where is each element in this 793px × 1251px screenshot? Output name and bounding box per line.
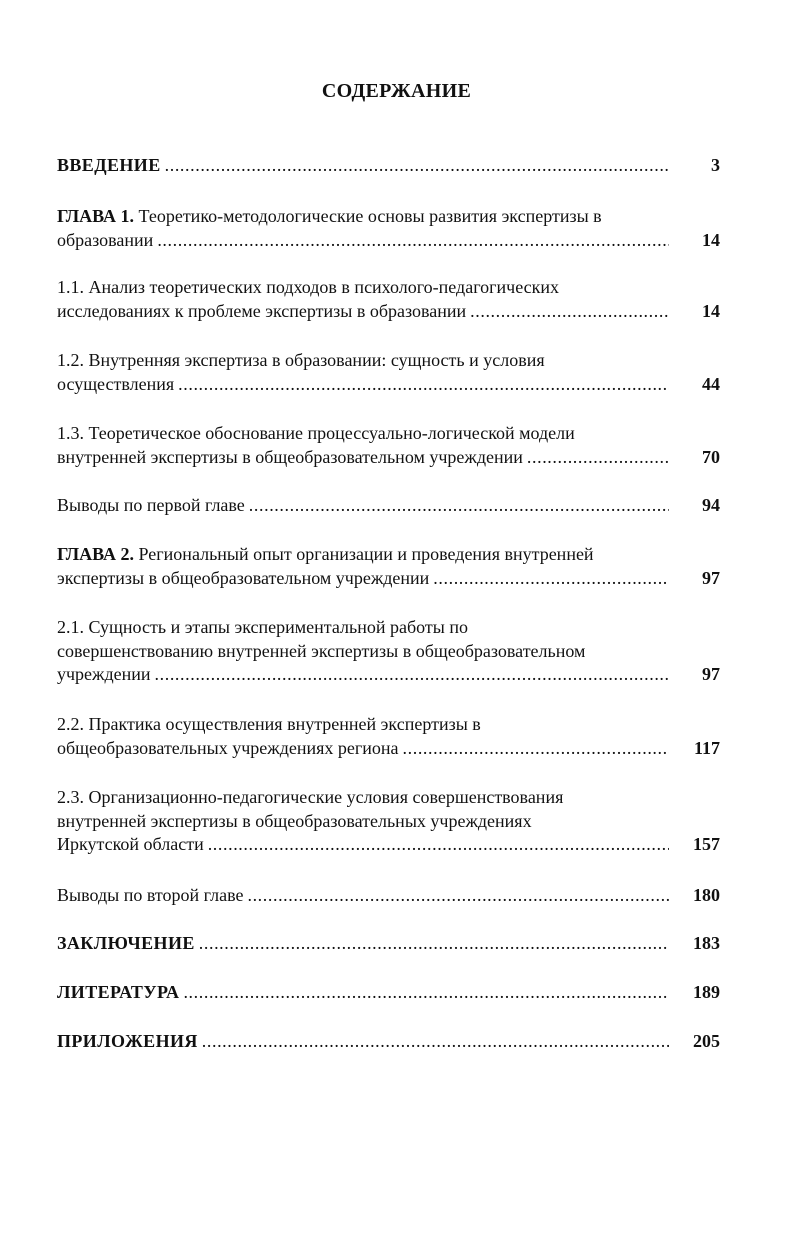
toc-page-number: 14 — [702, 229, 720, 250]
dot-leader — [202, 1030, 669, 1054]
toc-entry-title: ВВЕДЕНИЕ — [57, 155, 161, 175]
toc-page-number: 189 — [693, 982, 720, 1002]
toc-entry-line: 1.1. Анализ теоретических подходов в психолого-педагогических — [57, 277, 560, 297]
toc-entry-line: совершенствованию внутренней экспертизы в общеобразовательном — [57, 640, 586, 661]
toc-page-number: 117 — [693, 737, 720, 758]
toc-entry-line: ГЛАВА 1. Теоретико-методологические основы развития экспертизы в — [57, 206, 602, 226]
toc-entry-section-2-2[interactable] — [57, 713, 720, 760]
toc-entry-line: 2.2. Практика осуществления внутренней экспертизы в — [57, 714, 481, 734]
toc-entry-introduction[interactable] — [57, 154, 720, 178]
toc-entry-title: образовании — [57, 229, 154, 250]
toc-page-number: 157 — [693, 834, 720, 854]
toc-entry-section-1-1[interactable] — [57, 276, 720, 323]
toc-page-number: 44 — [702, 373, 720, 394]
toc-entry-line: 2.1. Сущность и этапы экспериментальной работы по — [57, 617, 468, 637]
dot-leader — [247, 884, 669, 908]
dot-leader — [249, 494, 669, 518]
toc-entry-line: 2.3. Организационно-педагогические условия совершенствования — [57, 787, 564, 807]
toc-entry-section-2-1[interactable] — [57, 616, 720, 687]
dot-leader — [403, 737, 669, 761]
toc-entry-title: Выводы по второй главе — [57, 885, 244, 905]
toc-entry-title: Выводы по первой главе — [57, 495, 245, 515]
toc-entry-appendices[interactable] — [57, 1030, 720, 1054]
toc-entry-section-2-3[interactable] — [57, 786, 720, 857]
toc-entry-literature[interactable] — [57, 981, 720, 1005]
dot-leader — [165, 154, 669, 178]
toc-entry-section-1-2[interactable] — [57, 349, 720, 396]
toc-page-number: 97 — [702, 567, 720, 588]
toc-entry-title: общеобразовательных учреждениях региона — [57, 737, 399, 758]
toc-entry-title: ПРИЛОЖЕНИЯ — [57, 1031, 198, 1051]
chapter-label: ГЛАВА 1. — [57, 206, 135, 226]
dot-leader — [178, 373, 669, 397]
dot-leader — [527, 446, 669, 470]
toc-entry-section-1-3[interactable] — [57, 422, 720, 469]
dot-leader — [199, 932, 669, 956]
page-title: СОДЕРЖАНИЕ — [321, 80, 472, 102]
toc-page-number: 3 — [711, 155, 720, 175]
toc-entry-title: ЗАКЛЮЧЕНИЕ — [57, 933, 195, 953]
toc-entry-title: учреждении — [57, 664, 151, 684]
toc-entry-chapter-2[interactable] — [57, 543, 720, 590]
toc-page-number: 94 — [702, 495, 720, 515]
dot-leader — [470, 300, 669, 324]
toc-entry-title: внутренней экспертизы в общеобразовательном учреждении — [57, 446, 523, 467]
toc-page-number: 183 — [693, 933, 720, 953]
toc-page-number: 70 — [702, 446, 720, 467]
toc-entry-title: осуществления — [57, 373, 175, 394]
toc-page-number: 205 — [693, 1031, 720, 1051]
toc-entry-line: внутренней экспертизы в общеобразовательных учреждениях — [57, 810, 532, 831]
dot-leader — [183, 981, 669, 1005]
toc-entry-conclusions-chapter-2[interactable] — [57, 884, 720, 908]
toc-entry-chapter-1[interactable] — [57, 205, 720, 252]
toc-page-number: 97 — [702, 664, 720, 684]
chapter-label: ГЛАВА 2. — [57, 544, 135, 564]
toc-entry-title: исследованиях к проблеме экспертизы в образовании — [57, 300, 467, 321]
dot-leader — [155, 663, 669, 687]
toc-entry-line: ГЛАВА 2. Региональный опыт организации и проведения внутренней — [57, 544, 594, 564]
toc-page-number: 180 — [693, 885, 720, 905]
toc-entry-title: экспертизы в общеобразовательном учреждении — [57, 567, 430, 588]
dot-leader — [433, 567, 669, 591]
toc-entry-conclusion[interactable] — [57, 932, 720, 956]
toc-entry-title: ЛИТЕРАТУРА — [57, 982, 180, 1002]
toc-entry-conclusions-chapter-1[interactable] — [57, 494, 720, 518]
toc-entry-line: 1.2. Внутренняя экспертиза в образовании: сущность и условия — [57, 350, 545, 370]
toc-entry-line: 1.3. Теоретическое обоснование процессуально-логической модели — [57, 423, 575, 443]
toc-page-number: 14 — [702, 300, 720, 321]
toc-entry-title: Иркутской области — [57, 834, 204, 854]
dot-leader — [208, 833, 669, 857]
dot-leader — [157, 229, 669, 253]
